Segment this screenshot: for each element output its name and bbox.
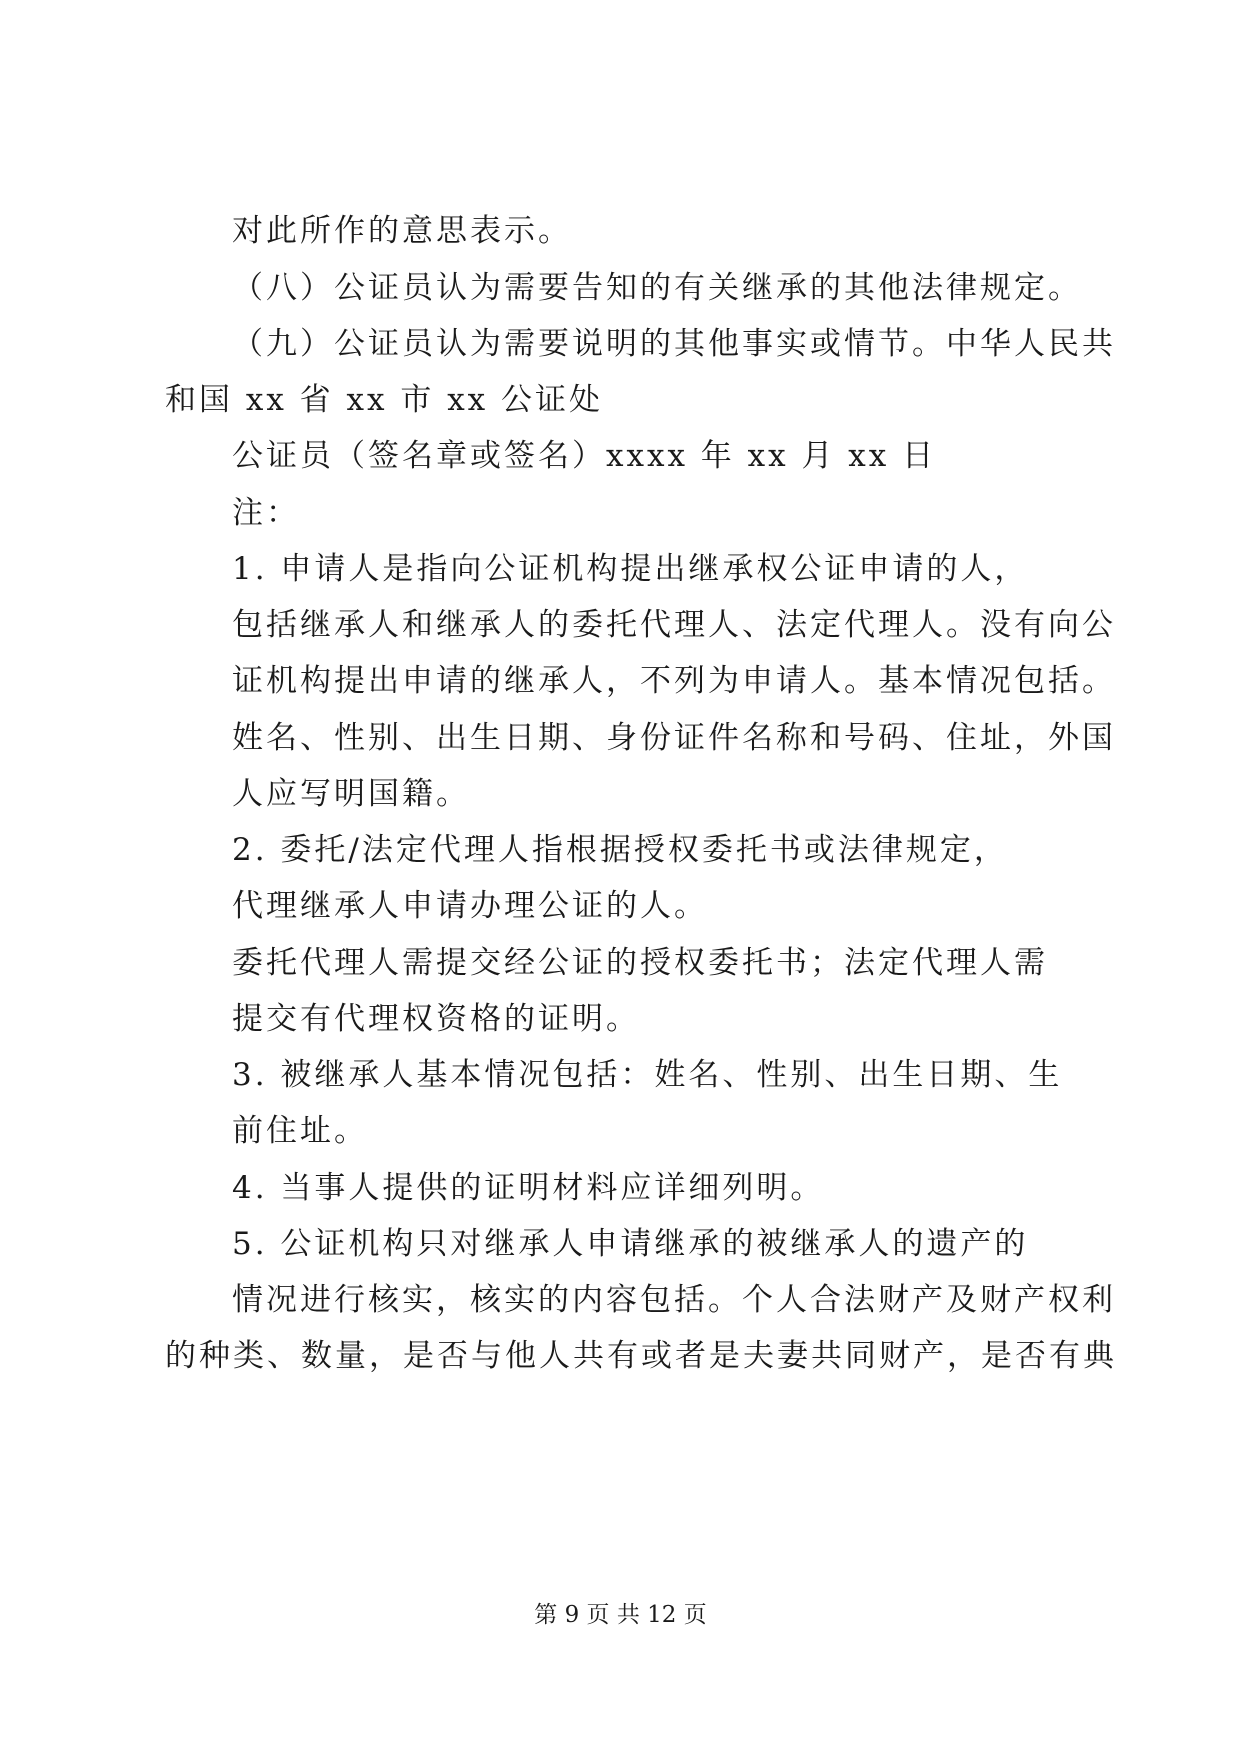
page-number-footer: 第 9 页 共 12 页 — [534, 1602, 707, 1628]
text-line: 姓名、性别、出生日期、身份证件名称和号码、住址，外国 — [232, 720, 1116, 756]
text-line: 5. 公证机构只对继承人申请继承的被继承人的遗产的 — [232, 1226, 1029, 1262]
text-line: 委托代理人需提交经公证的授权委托书；法定代理人需 — [232, 945, 1048, 981]
text-line: 1. 申请人是指向公证机构提出继承权公证申请的人， — [232, 551, 1029, 587]
text-line: 证机构提出申请的继承人，不列为申请人。基本情况包括。 — [232, 663, 1116, 699]
text-line: （九）公证员认为需要说明的其他事实或情节。中华人民共 — [232, 326, 1116, 362]
text-line: （八）公证员认为需要告知的有关继承的其他法律规定。 — [232, 270, 1082, 306]
text-line: 4. 当事人提供的证明材料应详细列明。 — [232, 1170, 825, 1206]
text-line: 的种类、数量，是否与他人共有或者是夫妻共同财产，是否有典 — [165, 1338, 1117, 1374]
text-line: 和国 xx 省 xx 市 xx 公证处 — [165, 382, 604, 418]
text-line: 对此所作的意思表示。 — [232, 213, 572, 249]
text-line: 前住址。 — [232, 1113, 368, 1149]
text-line: 2. 委托/法定代理人指根据授权委托书或法律规定， — [232, 832, 1008, 868]
text-line: 代理继承人申请办理公证的人。 — [232, 888, 708, 924]
text-line: 包括继承人和继承人的委托代理人、法定代理人。没有向公 — [232, 607, 1116, 643]
text-line: 人应写明国籍。 — [232, 776, 470, 812]
text-line: 注： — [232, 495, 300, 531]
text-line: 情况进行核实，核实的内容包括。个人合法财产及财产权利 — [232, 1282, 1116, 1318]
text-line: 3. 被继承人基本情况包括：姓名、性别、出生日期、生 — [232, 1057, 1063, 1093]
text-line: 公证员（签名章或签名）xxxx 年 xx 月 xx 日 — [232, 438, 937, 474]
text-line: 提交有代理权资格的证明。 — [232, 1001, 640, 1037]
